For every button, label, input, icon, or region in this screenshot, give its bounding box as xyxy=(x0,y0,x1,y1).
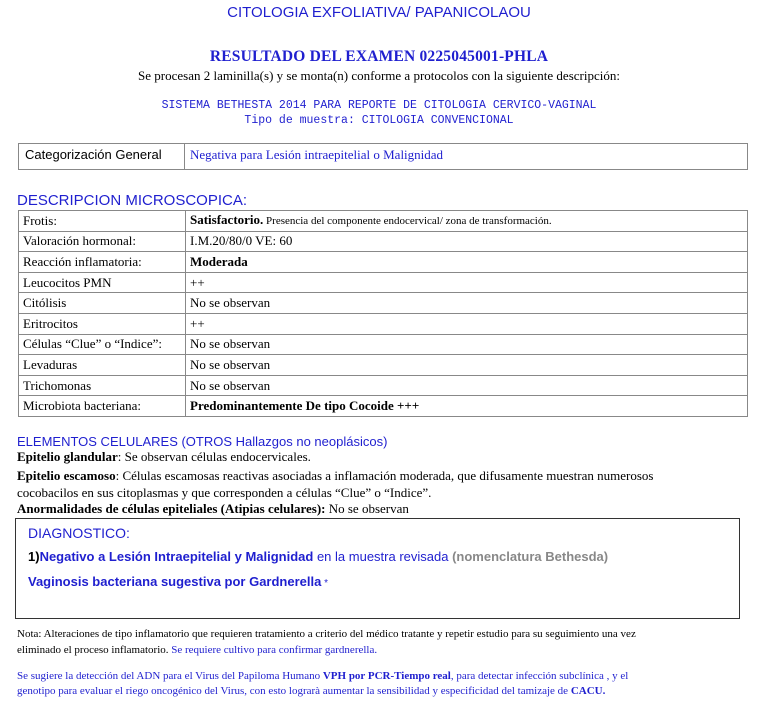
note-2c: , para detectar infección subclínica , y el xyxy=(450,670,629,682)
row-label: Valoración hormonal: xyxy=(19,231,186,252)
microscopic-table xyxy=(18,210,748,417)
table-row xyxy=(19,211,748,232)
table-row xyxy=(19,396,748,417)
category-value: Negativa para Lesión intraepitelial o Malignidad xyxy=(190,147,444,162)
row-value-text: I.M.20/80/0 VE: 60 xyxy=(190,233,293,249)
table-row xyxy=(19,375,748,396)
diagnosis-line-1-gray: (nomenclatura Bethesda) xyxy=(452,549,609,564)
note-2-line-1 xyxy=(17,668,628,684)
row-value xyxy=(186,272,748,293)
row-value-bold: Satisfactorio. xyxy=(190,212,264,228)
diagnosis-box xyxy=(15,518,740,619)
row-label: Células “Clue” o “Indice”: xyxy=(19,334,186,355)
note-1c: Se requiere cultivo para confirmar gardnerella. xyxy=(171,644,378,656)
row-label: Eritrocitos xyxy=(19,313,186,334)
note-2d: genotipo para evaluar el riego oncogénico del Virus, con esto lograrà aumentar la sensibilidad y especificidad del tamizaje de xyxy=(17,685,571,697)
result-title: RESULTADO DEL EXAMEN 0225045001-PHLA xyxy=(209,48,549,65)
row-label: Citólisis xyxy=(19,293,186,314)
note-2a: Se sugiere la detección del ADN para el Virus del Papiloma Humano xyxy=(17,670,323,682)
row-value xyxy=(186,252,748,273)
diagnosis-line-1 xyxy=(28,549,608,564)
diagnosis-line-1-bold: Negativo a Lesión Intraepitelial y Malignidad xyxy=(39,549,314,564)
note-2e: CACU. xyxy=(570,685,606,697)
abnormal-text: No se observan xyxy=(325,501,409,516)
row-label: Trichomonas xyxy=(19,375,186,396)
row-value-text: No se observan xyxy=(190,336,271,352)
table-row xyxy=(19,272,748,293)
row-value-bold: Predominantemente De tipo Cocoide +++ xyxy=(190,398,420,414)
squamous-line-1 xyxy=(17,468,653,484)
row-value-bold: Moderada xyxy=(190,253,248,269)
row-value-text: ++ xyxy=(190,315,205,331)
diagnosis-line-2 xyxy=(28,574,328,589)
glandular-line xyxy=(17,449,311,465)
row-value-text: No se observan xyxy=(190,377,271,393)
note-2b: VPH por PCR-Tiempo real xyxy=(322,670,451,682)
system-line: SISTEMA BETHESTA 2014 PARA REPORTE DE CITOLOGIA CERVICO-VAGINAL xyxy=(161,99,597,112)
row-value xyxy=(186,211,748,232)
row-value xyxy=(186,334,748,355)
table-row xyxy=(19,252,748,273)
document-title: CITOLOGIA EXFOLIATIVA/ PAPANICOLAOU xyxy=(227,4,531,21)
glandular-text: : Se observan células endocervicales. xyxy=(117,449,311,464)
row-label: Leucocitos PMN xyxy=(19,272,186,293)
diagnosis-num: 1) xyxy=(28,549,40,564)
row-value-text: No se observan xyxy=(190,356,271,372)
diagnosis-heading: DIAGNOSTICO: xyxy=(28,525,130,541)
squamous-line-2: cocobacilos en sus citoplasmas y que corresponden a células “Clue” o “Indice”. xyxy=(17,485,432,500)
microscopic-heading: DESCRIPCION MICROSCOPICA: xyxy=(17,192,248,209)
diagnosis-asterisk: * xyxy=(321,578,329,589)
processing-description: Se procesan 2 laminilla(s) y se monta(n) conforme a protocolos con la siguiente descripción: xyxy=(138,68,620,83)
glandular-label: Epitelio glandular xyxy=(17,449,118,464)
row-value-text: No se observan xyxy=(190,295,271,311)
row-label: Levaduras xyxy=(19,355,186,376)
table-row xyxy=(19,355,748,376)
row-label: Microbiota bacteriana: xyxy=(19,396,186,417)
table-row xyxy=(19,313,748,334)
squamous-label: Epitelio escamoso xyxy=(17,468,116,483)
table-row xyxy=(19,231,748,252)
note-1b: eliminado el proceso inflamatorio. xyxy=(17,644,172,656)
row-value xyxy=(186,396,748,417)
row-value xyxy=(186,313,748,334)
note-1-line-2 xyxy=(17,642,377,658)
abnormal-label: Anormalidades de células epiteliales (Atipias celulares): xyxy=(17,501,326,516)
row-value-text: Presencia del componente endocervical/ zona de transformación. xyxy=(263,215,552,228)
row-value xyxy=(186,231,748,252)
row-label: Frotis: xyxy=(19,211,186,232)
category-table xyxy=(18,143,748,170)
sample-type-line: Tipo de muestra: CITOLOGIA CONVENCIONAL xyxy=(244,114,514,127)
table-row xyxy=(19,293,748,314)
diagnosis-line-2-text: Vaginosis bacteriana sugestiva por Gardnerella xyxy=(28,574,322,589)
row-value xyxy=(186,355,748,376)
note-2-line-2 xyxy=(17,683,605,699)
squamous-text-1: : Células escamosas reactivas asociadas a inflamación moderada, que difusamente muestran numerosos xyxy=(115,468,654,483)
row-value-text: ++ xyxy=(190,274,205,290)
row-label: Reacción inflamatoria: xyxy=(19,252,186,273)
cellular-heading: ELEMENTOS CELULARES (OTROS Hallazgos no neoplásicos) xyxy=(17,434,388,449)
diagnosis-line-1-rest: en la muestra revisada xyxy=(313,549,453,564)
abnormal-line xyxy=(17,501,409,517)
category-label: Categorización General xyxy=(19,144,185,169)
row-value xyxy=(186,293,748,314)
note-1-line-1: Nota: Alteraciones de tipo inflamatorio que requieren tratamiento a criterio del médico tratante y repetir estudio para su seguimiento una vez xyxy=(17,628,636,640)
row-value xyxy=(186,375,748,396)
table-row xyxy=(19,334,748,355)
